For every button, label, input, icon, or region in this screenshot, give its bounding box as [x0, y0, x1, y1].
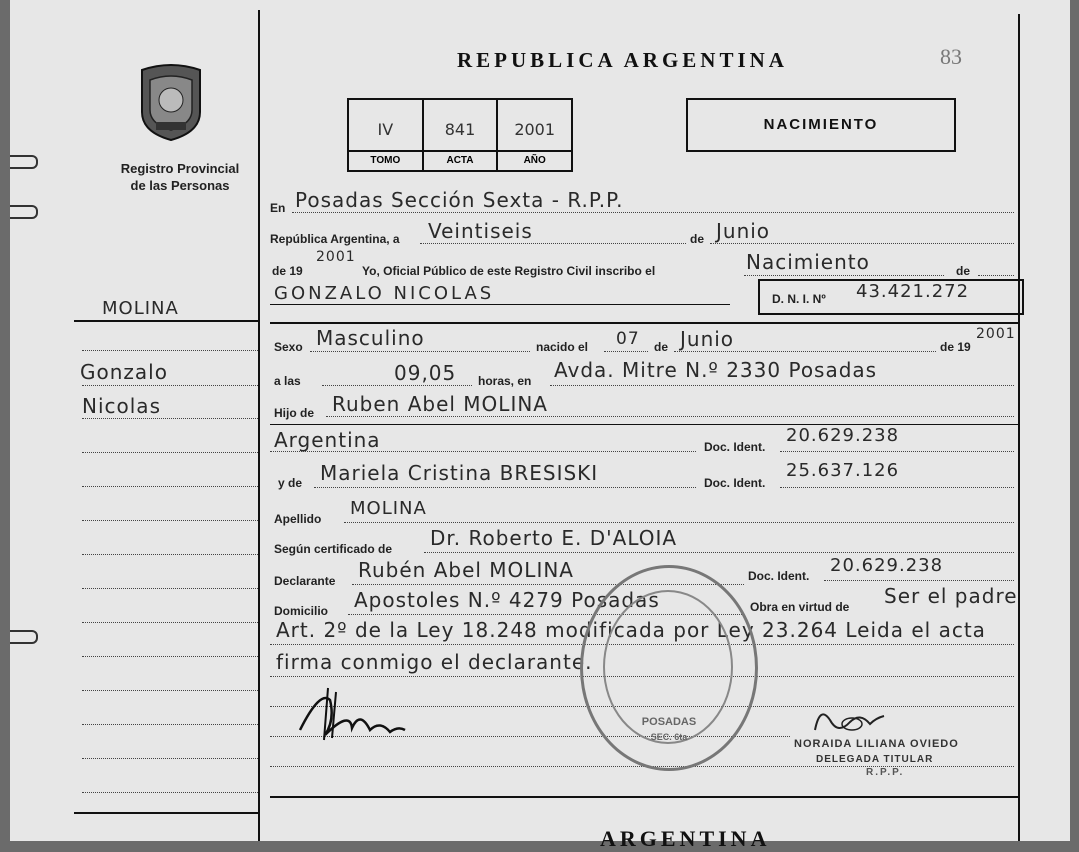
- margin-given-name-2: Nicolas: [82, 394, 161, 418]
- label-doc-ident-1: Doc. Ident.: [704, 440, 766, 454]
- label-doc-ident-2: Doc. Ident.: [704, 476, 766, 490]
- margin-line: [82, 758, 258, 759]
- label-de-end: de: [956, 264, 971, 278]
- value-anio: 2001: [316, 249, 356, 265]
- fill-line: [322, 385, 472, 386]
- label-nacido-el: nacido el: [536, 340, 589, 354]
- officer-name: NORAIDA LILIANA OVIEDO: [794, 738, 959, 750]
- margin-line: [82, 656, 258, 657]
- officer-title: DELEGADA TITULAR: [816, 754, 934, 765]
- acta-label: ACTA: [424, 150, 497, 170]
- margin-rule: [74, 320, 258, 322]
- value-padre: Ruben Abel MOLINA: [332, 392, 548, 416]
- fill-line: [710, 243, 1014, 244]
- margin-line: [82, 622, 258, 623]
- value-domicilio: Apostoles N.º 4279 Posadas: [354, 588, 660, 612]
- value-inscribe: Nacimiento: [746, 250, 870, 274]
- section-rule: [270, 796, 1020, 798]
- label-a-las: a las: [274, 374, 301, 388]
- fill-line: [326, 416, 1014, 417]
- fill-line: [744, 275, 944, 276]
- label-y-de: y de: [278, 476, 303, 490]
- value-lugar: Posadas Sección Sexta - R.P.P.: [295, 188, 624, 212]
- birth-certificate-page: [10, 0, 1070, 851]
- margin-line: [82, 385, 258, 386]
- label-hijo-de: Hijo de: [274, 406, 315, 420]
- margin-line: [82, 350, 258, 351]
- fill-line: [344, 522, 1014, 523]
- margin-divider: [258, 10, 260, 841]
- registry-name: [100, 160, 260, 194]
- binder-ring: [10, 205, 38, 219]
- fill-line: [674, 351, 936, 352]
- label-oficial: Yo, Oficial Público de este Registro Civil inscribo el: [362, 264, 656, 278]
- margin-surname: MOLINA: [102, 298, 179, 319]
- label-declarante: Declarante: [274, 574, 336, 588]
- right-border: [1018, 14, 1020, 841]
- value-padre-doc: 20.629.238: [786, 425, 900, 446]
- value-nota-1: Art. 2º de la Ley 18.248 modificada por Ley 23.264 Leida el acta: [276, 618, 986, 642]
- stamp-sub: SEC. 6ta: [650, 732, 688, 742]
- margin-line: [82, 452, 258, 453]
- margin-line: [82, 520, 258, 521]
- label-de-19b: de 19: [940, 340, 971, 354]
- value-declarante-doc: 20.629.238: [830, 555, 944, 576]
- value-nota-2: firma conmigo el declarante.: [276, 650, 593, 674]
- record-type-box: NACIMIENTO: [686, 98, 956, 152]
- acta-value: 841: [444, 120, 476, 139]
- label-de-2: de: [654, 340, 669, 354]
- page-title: REPUBLICA ARGENTINA: [457, 48, 788, 72]
- officer-signature: [810, 700, 890, 740]
- margin-line: [82, 724, 258, 725]
- official-stamp: [580, 565, 758, 771]
- fill-line: [314, 487, 696, 488]
- stamp-city: POSADAS: [641, 716, 697, 728]
- value-certificado: Dr. Roberto E. D'ALOIA: [430, 526, 678, 550]
- value-dia: Veintiseis: [428, 219, 533, 243]
- margin-given-name-1: Gonzalo: [80, 360, 168, 384]
- ano-cell: [498, 100, 571, 170]
- label-doc-ident-3: Doc. Ident.: [748, 569, 810, 583]
- fill-line: [604, 351, 648, 352]
- margin-line: [82, 486, 258, 487]
- acta-cell: [424, 100, 499, 170]
- value-nacionalidad: Argentina: [274, 428, 381, 452]
- registry-line-1: Registro Provincial: [120, 161, 240, 176]
- officer-org: R.P.P.: [866, 767, 905, 778]
- label-segun: Según certificado de: [274, 542, 393, 556]
- binder-ring: [10, 155, 38, 169]
- page-number: 83: [940, 44, 962, 69]
- label-republica: República Argentina, a: [270, 232, 400, 246]
- binder-ring: [10, 630, 38, 644]
- label-obra: Obra en virtud de: [750, 600, 850, 614]
- value-lugar-nac: Avda. Mitre N.º 2330 Posadas: [554, 358, 878, 382]
- fill-line: [292, 212, 1014, 213]
- label-en: En: [270, 201, 286, 215]
- margin-line: [82, 418, 258, 419]
- value-apellido: MOLINA: [350, 498, 427, 519]
- section-rule: [270, 322, 1020, 324]
- fill-line: [270, 451, 696, 452]
- section-rule: [270, 424, 1020, 425]
- label-dni: D. N. I. Nº: [772, 292, 826, 306]
- record-index-table: [347, 98, 573, 172]
- value-dni: 43.421.272: [856, 281, 970, 302]
- margin-line: [82, 690, 258, 691]
- fill-line: [550, 385, 1014, 386]
- next-page-title: ARGENTINA: [600, 826, 771, 851]
- dni-box: [758, 279, 1024, 315]
- label-horas-en: horas, en: [478, 374, 532, 388]
- value-nac-mes: Junio: [680, 327, 735, 351]
- value-declarante: Rubén Abel MOLINA: [358, 558, 574, 582]
- tomo-value: IV: [377, 120, 394, 139]
- registry-line-2: de las Personas: [130, 178, 230, 193]
- margin-line: [82, 792, 258, 793]
- value-nac-dia: 07: [616, 329, 640, 349]
- label-de-19: de 19: [272, 264, 303, 278]
- margin-line: [82, 554, 258, 555]
- fill-line: [270, 304, 730, 305]
- value-nombre: GONZALO NICOLAS: [274, 283, 495, 304]
- margin-rule: [74, 812, 258, 814]
- value-mes: Junio: [716, 219, 771, 243]
- label-de: de: [690, 232, 705, 246]
- value-nac-anio: 2001: [976, 326, 1016, 342]
- tomo-cell: [349, 100, 424, 170]
- tomo-label: TOMO: [349, 150, 422, 170]
- ano-value: 2001: [514, 120, 556, 139]
- value-madre-doc: 25.637.126: [786, 460, 900, 481]
- label-apellido: Apellido: [274, 512, 322, 526]
- provincial-seal-icon: [134, 62, 208, 142]
- fill-line: [824, 580, 1014, 581]
- value-sexo: Masculino: [316, 326, 425, 350]
- value-hora: 09,05: [394, 361, 457, 385]
- fill-line: [780, 487, 1014, 488]
- value-madre: Mariela Cristina BRESISKI: [320, 461, 599, 485]
- margin-line: [82, 588, 258, 589]
- fill-line: [424, 552, 1014, 553]
- ano-label: AÑO: [498, 150, 571, 170]
- fill-line: [780, 451, 1014, 452]
- label-domicilio: Domicilio: [274, 604, 329, 618]
- label-sexo: Sexo: [274, 340, 303, 354]
- declarant-signature: [290, 680, 410, 750]
- value-obra: Ser el padre: [884, 584, 1018, 608]
- fill-line: [978, 275, 1014, 276]
- fill-line: [420, 243, 686, 244]
- fill-line: [310, 351, 530, 352]
